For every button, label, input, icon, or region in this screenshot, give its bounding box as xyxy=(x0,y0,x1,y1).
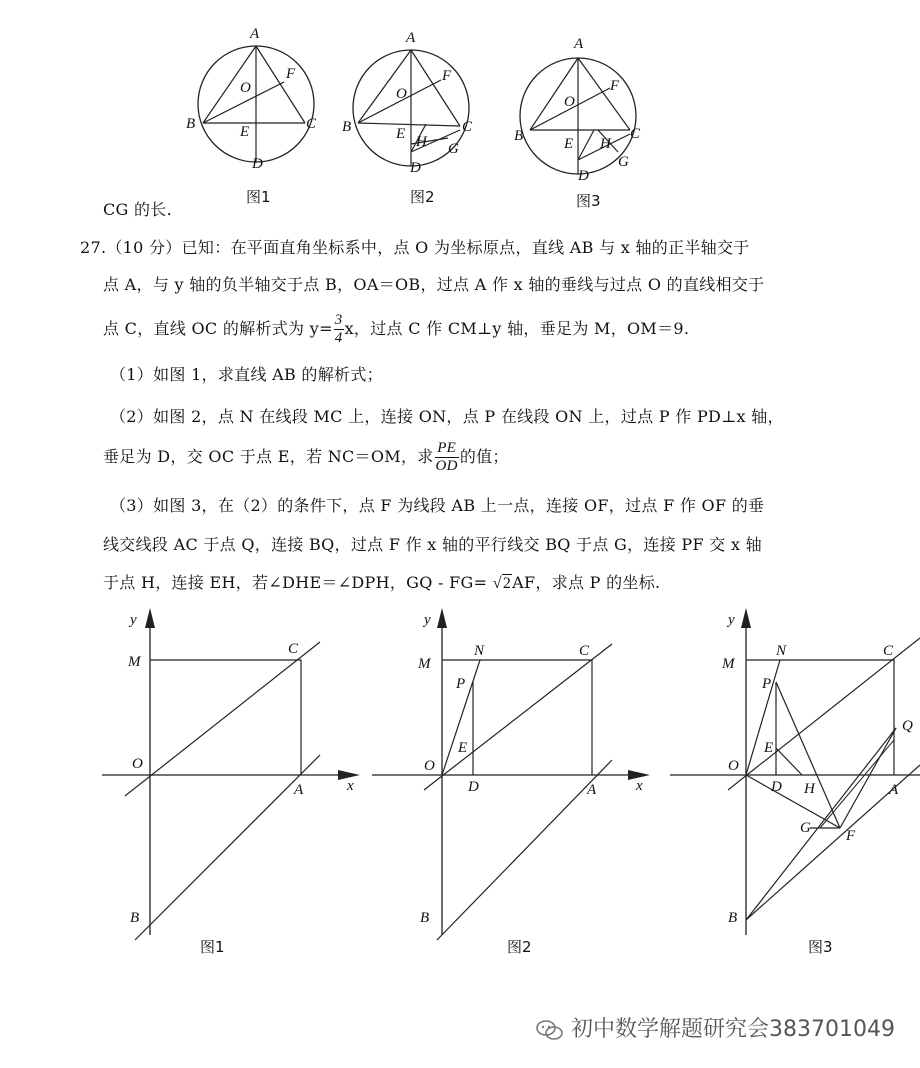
label-G: G xyxy=(618,154,629,170)
label-y: y xyxy=(130,612,137,628)
label-C: C xyxy=(579,643,590,659)
label-x: x xyxy=(636,778,643,794)
label-G: G xyxy=(800,820,811,836)
label-y: y xyxy=(728,612,735,628)
coordinate-figure-2 xyxy=(372,600,662,970)
label-C: C xyxy=(883,643,894,659)
label-P: P xyxy=(762,676,772,692)
label-O: O xyxy=(728,758,739,774)
label-E: E xyxy=(764,740,774,756)
label-H: H xyxy=(416,134,427,150)
label-A: A xyxy=(250,26,260,42)
sqrt-2: √2 xyxy=(492,575,512,592)
label-D: D xyxy=(578,168,589,184)
label-N: N xyxy=(776,643,787,659)
label-O: O xyxy=(396,86,407,102)
q27-line-1: 27.（10 分）已知：在平面直角坐标系中，点 O 为坐标原点，直线 AB 与 x 轴的正半轴交于 xyxy=(80,238,750,257)
label-F: F xyxy=(286,66,296,82)
fraction-pe-od: $\frac{PE}{OD}$ xyxy=(435,440,458,474)
circle-figure-1 xyxy=(180,20,330,210)
label-B: B xyxy=(514,128,524,144)
label-D: D xyxy=(252,156,263,172)
coordinate-figure-3 xyxy=(670,600,920,970)
label-B: B xyxy=(342,119,352,135)
label-O: O xyxy=(424,758,435,774)
previous-question-tail: CG 的长. xyxy=(103,200,172,219)
label-F: F xyxy=(442,68,452,84)
label-B: B xyxy=(420,910,430,926)
label-D: D xyxy=(410,160,421,176)
label-P: P xyxy=(456,676,466,692)
label-A: A xyxy=(294,782,304,798)
part-2-line-1: （2）如图 2，点 N 在线段 MC 上，连接 ON，点 P 在线段 ON 上，过点 P 作 PD⊥x 轴， xyxy=(110,407,784,426)
label-A: A xyxy=(587,782,597,798)
label-y: y xyxy=(424,612,431,628)
coordinate-figure-1 xyxy=(100,600,370,970)
circle-figure-2 xyxy=(338,20,488,210)
part-1: （1）如图 1，求直线 AB 的解析式； xyxy=(110,365,383,384)
part-3-line-1: （3）如图 3，在（2）的条件下，点 F 为线段 AB 上一点，连接 OF，过点 F 作 OF 的垂 xyxy=(110,496,765,515)
label-C: C xyxy=(462,119,473,135)
label-F: F xyxy=(610,78,620,94)
label-M: M xyxy=(128,654,141,670)
label-E: E xyxy=(564,136,574,152)
label-B: B xyxy=(130,910,140,926)
label-N: N xyxy=(474,643,485,659)
figure-caption: 图2 xyxy=(507,938,532,956)
fraction-3-4: $\frac{3}{4}$ xyxy=(334,312,343,346)
label-H: H xyxy=(600,136,611,152)
circle-figure-3 xyxy=(508,30,658,220)
label-O: O xyxy=(240,80,251,96)
label-M: M xyxy=(418,656,431,672)
label-B: B xyxy=(186,116,196,132)
label-O: O xyxy=(564,94,575,110)
figure-caption: 图3 xyxy=(808,938,833,956)
wechat-icon xyxy=(535,1018,565,1042)
wechat-watermark xyxy=(535,1012,895,1043)
label-E: E xyxy=(396,126,406,142)
q27-line-3: 点 C，直线 OC 的解析式为 y= $\frac{3}{4}$ x，过点 C 作 CM⊥y 轴，垂足为 M，OM＝9. xyxy=(103,312,690,346)
figure-caption: 图3 xyxy=(576,192,601,210)
label-Q: Q xyxy=(902,718,913,734)
label-A: A xyxy=(889,782,899,798)
label-O: O xyxy=(132,756,143,772)
figure-caption: 图1 xyxy=(246,188,271,206)
label-x: x xyxy=(347,778,354,794)
label-C: C xyxy=(306,116,317,132)
label-B: B xyxy=(728,910,738,926)
label-E: E xyxy=(458,740,468,756)
label-E: E xyxy=(240,124,250,140)
label-H: H xyxy=(804,781,815,797)
watermark-text: 初中数学解题研究会383701049 xyxy=(571,1017,895,1042)
label-C: C xyxy=(630,126,641,142)
part-3-line-2: 线交线段 AC 于点 Q，连接 BQ，过点 F 作 x 轴的平行线交 BQ 于点 G，连接 PF 交 x 轴 xyxy=(103,535,762,554)
label-D: D xyxy=(468,779,479,795)
figure-caption: 图1 xyxy=(200,938,225,956)
q27-line-2: 点 A，与 y 轴的负半轴交于点 B，OA＝OB，过点 A 作 x 轴的垂线与过点 O 的直线相交于 xyxy=(103,275,765,294)
label-M: M xyxy=(722,656,735,672)
label-C: C xyxy=(288,641,299,657)
label-A: A xyxy=(406,30,416,46)
part-3-line-3: 于点 H，连接 EH，若∠DHE＝∠DPH，GQ - FG= √2AF，求点 P 的坐标. xyxy=(103,573,661,592)
label-A: A xyxy=(574,36,584,52)
figure-caption: 图2 xyxy=(410,188,435,206)
label-D: D xyxy=(771,779,782,795)
part-2-line-2: 垂足为 D，交 OC 于点 E，若 NC＝OM，求 $\frac{PE}{OD}$ 的值； xyxy=(103,440,509,474)
label-G: G xyxy=(448,141,459,157)
label-F: F xyxy=(846,828,856,844)
